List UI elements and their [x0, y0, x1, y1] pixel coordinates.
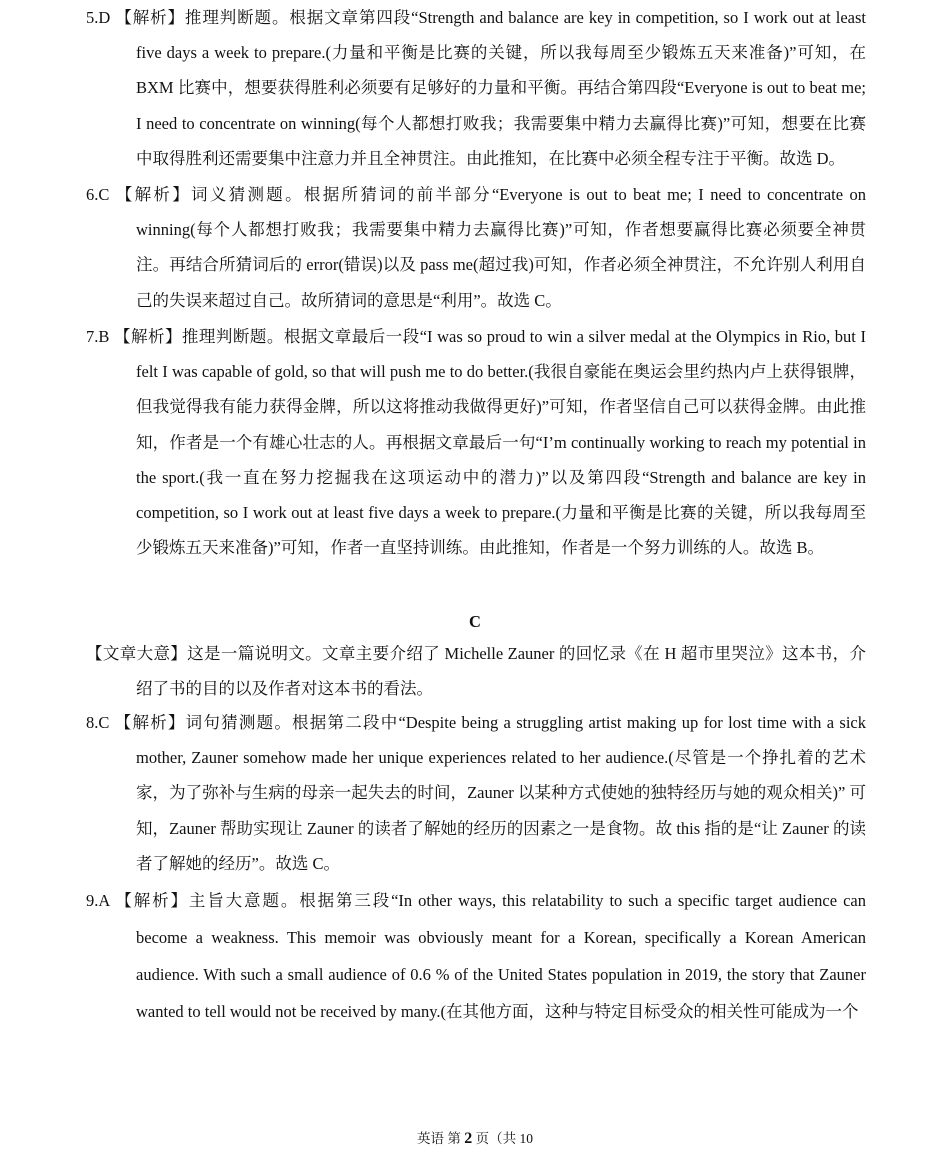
footer-page-number: 2 — [464, 1130, 473, 1147]
answer-item-6 — [86, 177, 866, 318]
footer-suffix: 页（共 10 — [472, 1131, 533, 1146]
article-summary-text: 【文章大意】这是一篇说明文。文章主要介绍了 Michelle Zauner 的回忆录《在 H 超市里哭泣》这本书，介绍了书的目的以及作者对这本书的看法。 — [86, 644, 866, 699]
answer-6-text: 6.C 【解析】词义猜测题。根据所猜词的前半部分“Everyone is out to beat me; I need to concentrate on winning(每个人都想打败我；我需要集中精力去赢得比赛)”可知，作者想要赢得比赛必须要全神贯注。再结合所猜词后的 error(错误)以及 pass me(超过我)可知，作者必须全神贯注，不允许别人利用自己的失误来超过自己。故所猜词的意思是“利用”。故选 C。 — [86, 185, 866, 310]
answer-item-5 — [86, 0, 866, 176]
answer-item-7 — [86, 319, 866, 565]
page-footer — [0, 1126, 950, 1152]
answer-8-text: 8.C 【解析】词句猜测题。根据第二段中“Despite being a struggling artist making up for lost time with a sick mother, Zauner somehow made her unique experiences related to her audience.(尽管是一个挣扎着的艺术家，为了弥补与生病的母亲一起失去的时间，Zauner 以某种方式使她的独特经历与她的观众相关)” 可知，Zauner 帮助实现让 Zauner 的读者了解她的经历的因素之一是食物。故 this 指的是“让 Zauner 的读者了解她的经历”。故选 C。 — [86, 713, 866, 873]
section-heading-c: C — [469, 612, 481, 631]
article-summary — [86, 636, 866, 706]
answer-item-9 — [86, 882, 866, 1030]
footer-prefix: 英语 第 — [417, 1131, 465, 1146]
answer-item-8 — [86, 705, 866, 881]
answer-5-text: 5.D 【解析】推理判断题。根据文章第四段“Strength and balance are key in competition, so I work out at least five days a week to prepare.(力量和平衡是比赛的关键，所以我每周至少锻炼五天来准备)”可知，在 BXM 比赛中，想要获得胜利必须要有足够好的力量和平衡。再结合第四段“Everyone is out to beat me; I need to concentrate on winning(每个人都想打败我；我需要集中精力去赢得比赛)”可知，想要在比赛中取得胜利还需要集中注意力并且全神贯注。由此推知，在比赛中必须全程专注于平衡。故选 D。 — [86, 8, 866, 168]
answer-9-text: 9.A 【解析】主旨大意题。根据第三段“In other ways, this relatability to such a specific target audience can become a weakness. This memoir was obviously meant for a Korean, specifically a Korean American audience. With such a small audience of 0.6 % of the United States population in 2019, the story that Zauner wanted to tell would not be received by many.(在其他方面，这种与特定目标受众的相关性可能成为一个 — [86, 891, 866, 1021]
answer-7-text: 7.B 【解析】推理判断题。根据文章最后一段“I was so proud to win a silver medal at the Olympics in Rio, but I felt I was capable of gold, so that will push me to do better.(我很自豪能在奥运会里约热内卢上获得银牌，但我觉得我有能力获得金牌，所以这将推动我做得更好)”可知，作者坚信自己可以获得金牌。由此推知，作者是一个有雄心壮志的人。再根据文章最后一句“I’m continually working to reach my potential in the sport.(我一直在努力挖掘我在这项运动中的潜力)”以及第四段“Strength and balance are key in competition, so I work out at least five days a week to prepare.(力量和平衡是比赛的关键，所以我每周至少锻炼五天来准备)”可知，作者一直坚持训练。由此推知，作者是一个努力训练的人。故选 B。 — [86, 327, 866, 558]
